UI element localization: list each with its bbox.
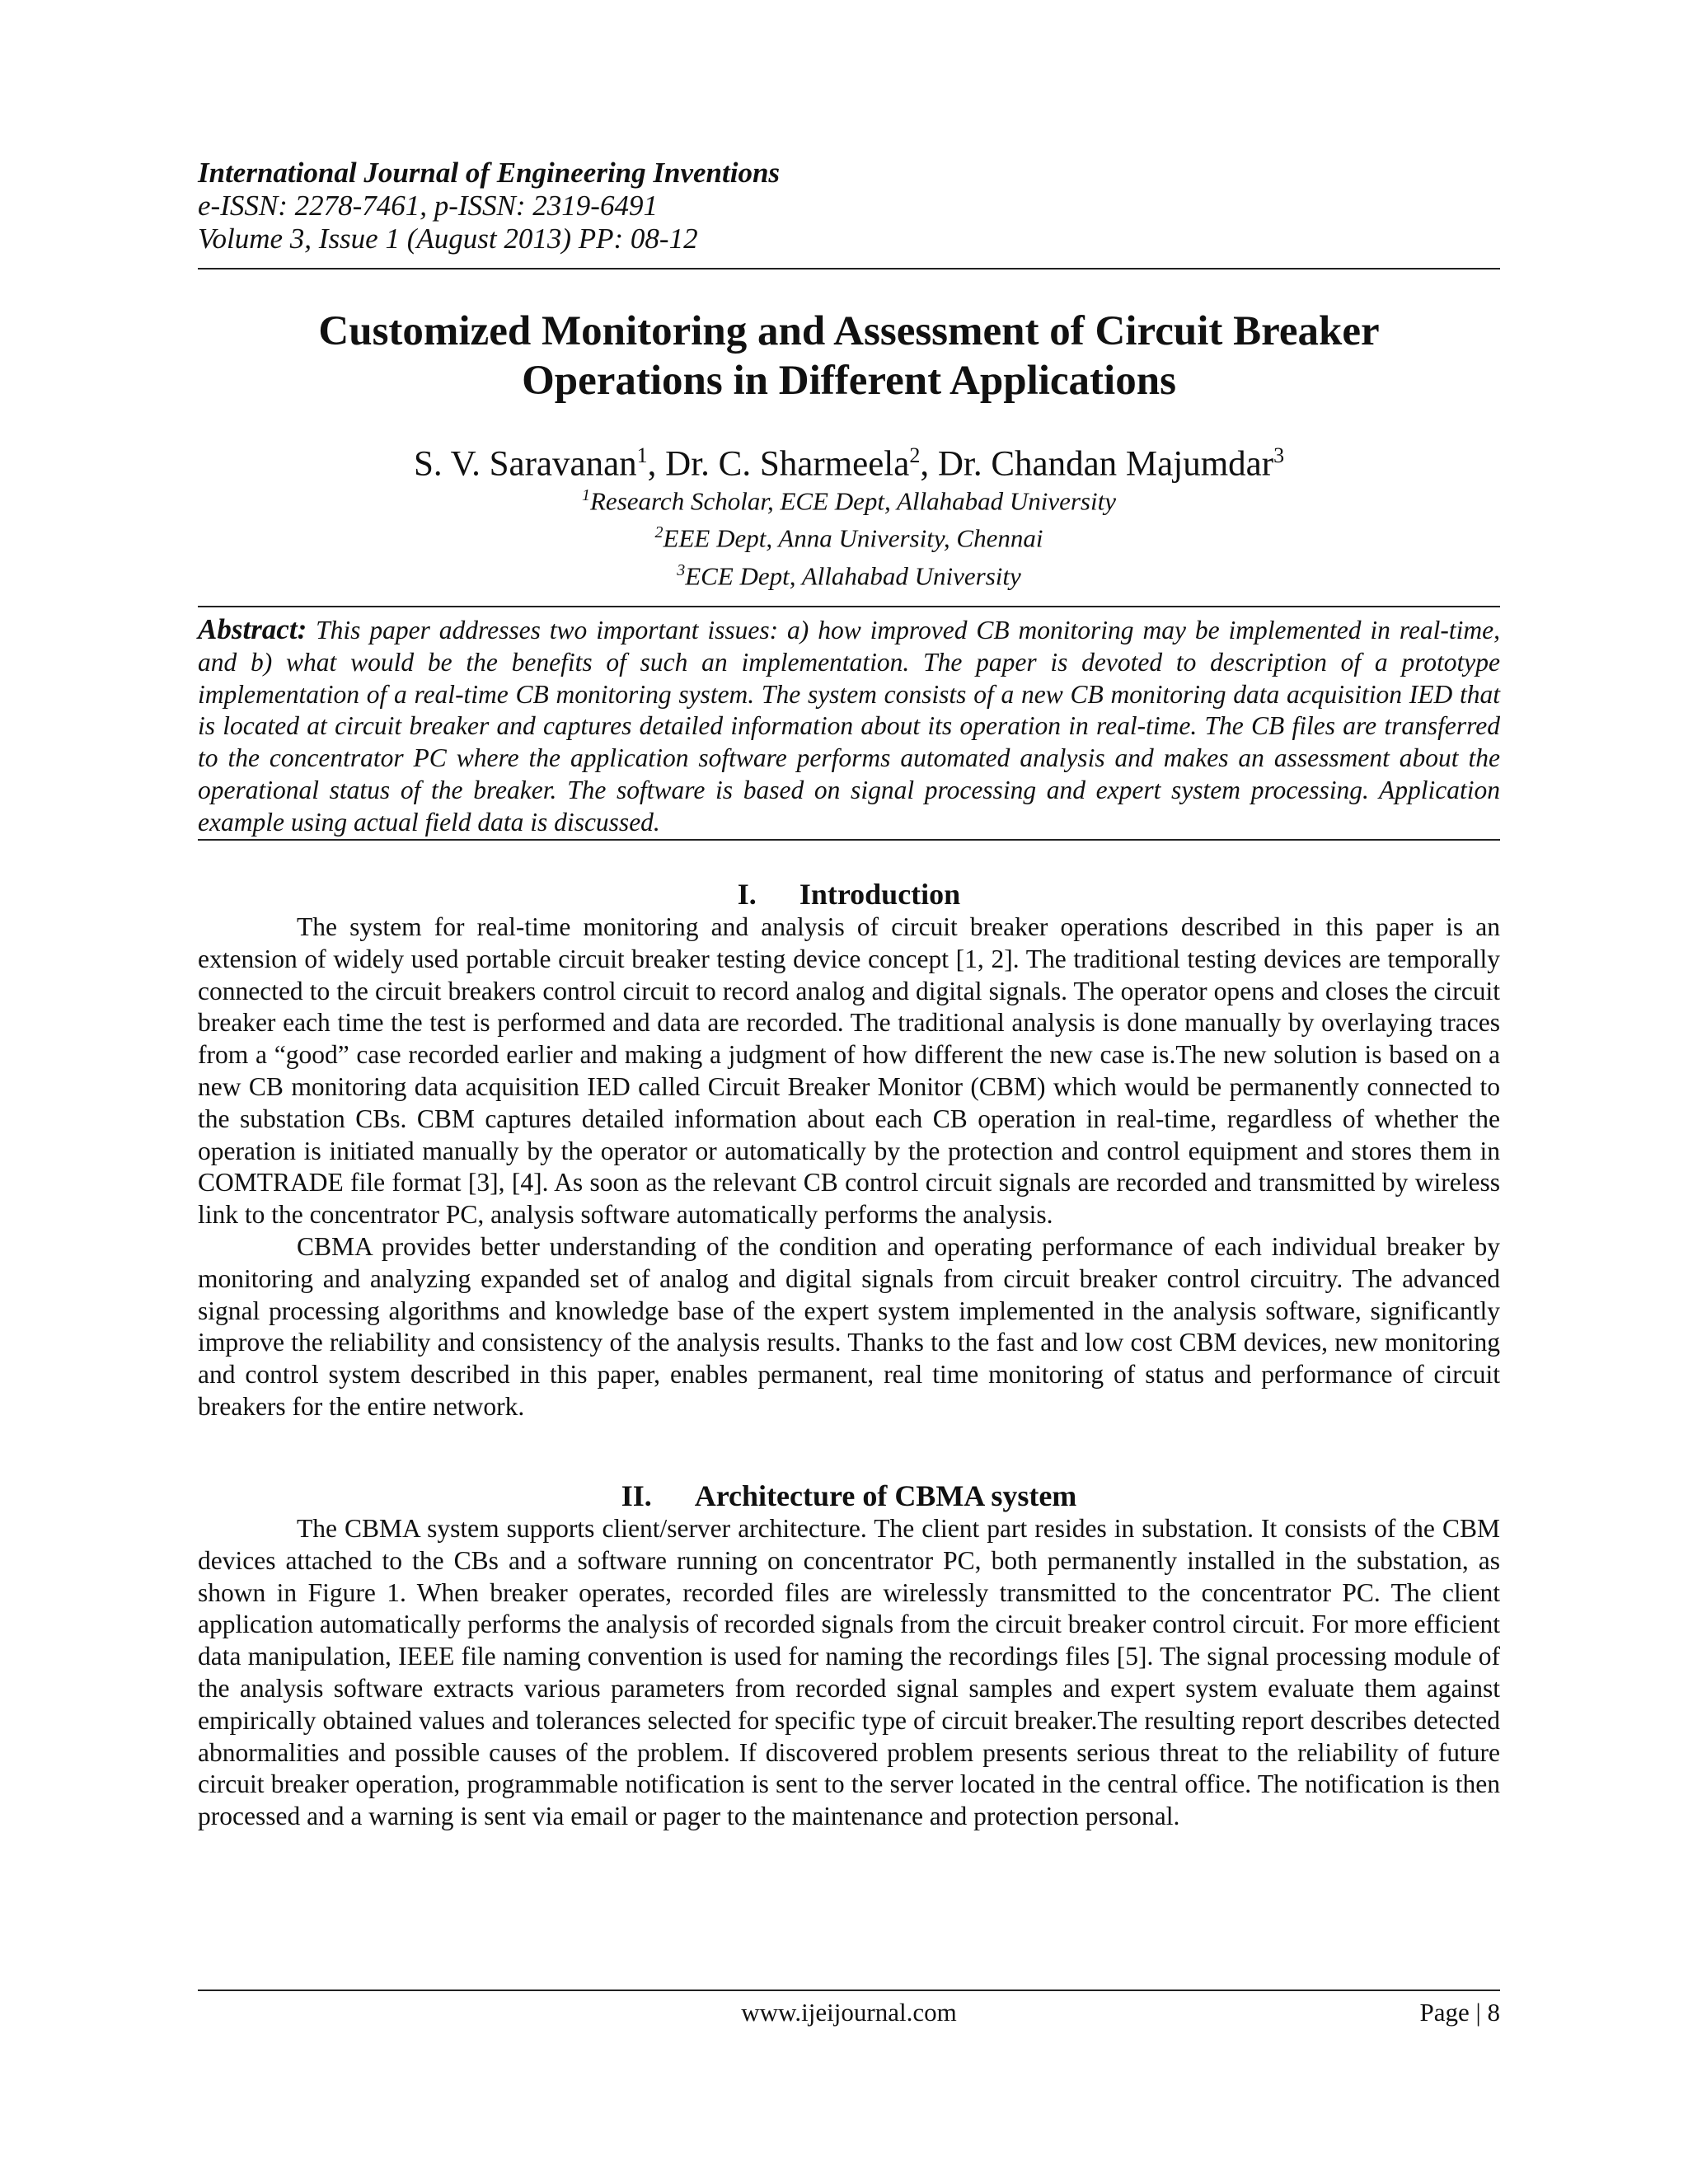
journal-website: www.ijeijournal.com [741,1998,957,2027]
section-number: I. [737,878,757,911]
affiliation-text: ECE Dept, Allahabad University [685,560,1021,590]
author-separator: , [920,444,938,484]
abstract-label: Abstract: [198,613,307,645]
paragraph: The system for real-time monitoring and analysis of circuit breaker operations described in this paper is an extension of widely used portable circuit breaker testing device concept [1, 2]. The traditional testing devices are temporally connected to the circuit breakers control circuit to record analog and digital signals. The operator opens and closes the circuit breaker each time the test is performed and data are recorded. The traditional analysis is done manually by overlaying traces from a “good” case recorded earlier and making a judgment of how different the new case is.The new solution is based on a new CB monitoring data acquisition IED called Circuit Breaker Monitor (CBM) which would be permanently connected to the substation CBs. CBM captures detailed information about each CB operation in real-time, regardless of whether the operation is initiated manually by the operator or automatically by the protection and control equipment and stores them in COMTRADE file format [3], [4]. As soon as the relevant CB control circuit signals are recorded and transmitted by wireless link to the concentrator PC, analysis software automatically performs the analysis. [198,912,1500,1230]
affiliation-superscript: 2 [654,523,663,542]
abstract-text: This paper addresses two important issues: a) how improved CB monitoring may be implemented in real-time, and b) what would be the benefits of such an implementation. The paper is devoted to description of a prototype implementation of a real-time CB monitoring system. The system consists of a new CB monitoring data acquisition IED that is located at circuit breaker and captures detailed information about its operation in real-time. The CB files are transferred to the concentrator PC where the application software performs automated analysis and makes an assessment about the operational status of the breaker. The software is based on signal processing and expert system processing. Application example using actual field data is discussed. [198,616,1500,837]
affiliation [198,517,1500,554]
section-number: II. [621,1479,652,1512]
affiliation-text: Research Scholar, ECE Dept, Allahabad University [590,486,1116,516]
section-body-architecture [198,1513,1500,1833]
journal-name: International Journal of Engineering Inventions [198,157,781,189]
footer-rule [198,1990,1500,1991]
author-superscript: 1 [636,443,648,467]
journal-header [198,157,1500,255]
affiliation [198,555,1500,592]
section-heading-architecture [198,1479,1500,1513]
author-name: S. V. Saravanan [413,444,637,484]
abstract-bottom-rule [198,839,1500,841]
paper-title-line-1: Customized Monitoring and Assessment of Circuit Breaker [318,308,1380,354]
author-separator: , [647,444,666,484]
paragraph: The CBMA system supports client/server architecture. The client part resides in substation. It consists of the CBM devices attached to the CBs and a software running on concentrator PC, both permanently installed in the substation, as shown in Figure 1. When breaker operates, recorded files are wirelessly transmitted to the concentrator PC. The client application automatically performs the analysis of recorded signals from the circuit breaker control circuit. For more efficient data manipulation, IEEE file naming convention is used for naming the recordings files [5]. The signal processing module of the analysis software extracts various parameters from recorded signal samples and expert system evaluate them against empirically obtained values and tolerances selected for specific type of circuit breaker.The resulting report describes detected abnormalities and possible causes of the problem. If discovered problem presents serious threat to the reliability of future circuit breaker operation, programmable notification is sent to the server located in the central office. The notification is then processed and a warning is sent via email or pager to the maintenance and protection personal. [198,1514,1500,1831]
affiliation-superscript: 3 [677,560,686,579]
section-body-introduction [198,912,1500,1423]
author-superscript: 2 [909,443,921,467]
page-number: Page | 8 [1419,1998,1500,2027]
paper-title [198,307,1500,405]
affiliation-text: EEE Dept, Anna University, Chennai [663,523,1043,553]
journal-volume: Volume 3, Issue 1 (August 2013) PP: 08-12 [198,223,698,255]
affiliation-superscript: 1 [582,486,590,504]
section-heading-introduction [198,877,1500,912]
author-name: Dr. C. Sharmeela [665,444,910,484]
abstract [198,614,1500,839]
header-rule [198,268,1500,269]
section-title-text: Architecture of CBMA system [694,1479,1077,1512]
affiliation [198,480,1500,517]
journal-issn: e-ISSN: 2278-7461, p-ISSN: 2319-6491 [198,190,658,222]
affiliation-list [198,480,1500,592]
author-superscript: 3 [1273,443,1285,467]
author-name: Dr. Chandan Majumdar [937,444,1274,484]
paper-title-line-2: Operations in Different Applications [522,358,1176,404]
paragraph: CBMA provides better understanding of the condition and operating performance of each individual breaker by monitoring and analyzing expanded set of analog and digital signals from circuit breaker control circuitry. The advanced signal processing algorithms and knowledge base of the expert system implemented in the analysis software, significantly improve the reliability and consistency of the analysis results. Thanks to the fast and low cost CBM devices, new monitoring and control system described in this paper, enables permanent, real time monitoring of status and performance of circuit breakers for the entire network. [198,1231,1500,1421]
section-title-text: Introduction [799,878,961,911]
abstract-top-rule [198,606,1500,607]
author-list [198,435,1500,485]
